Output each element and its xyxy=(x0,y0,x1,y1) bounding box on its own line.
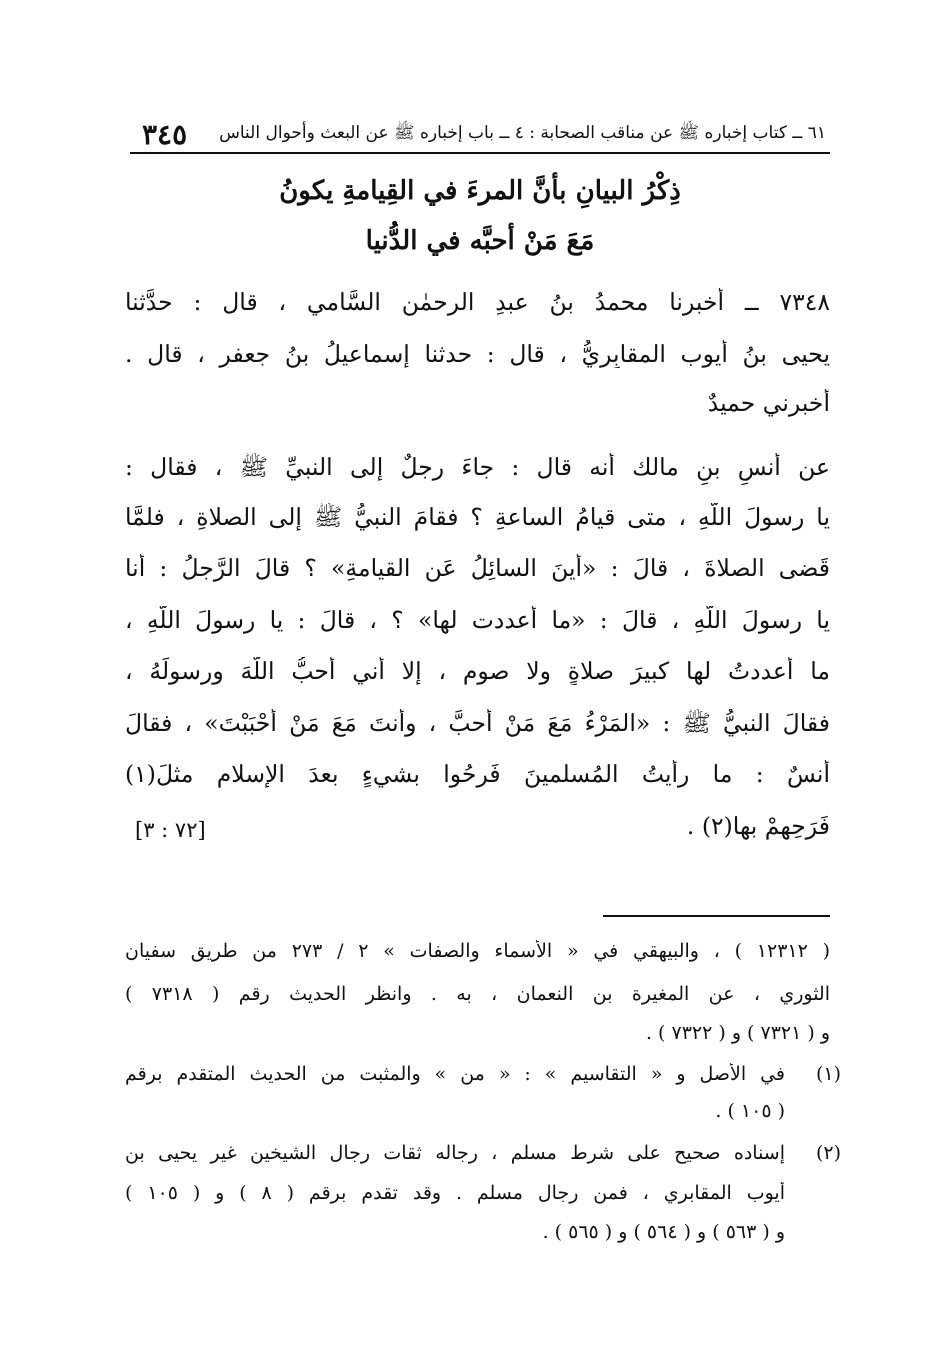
source-reference: [٧٢ : ٣] xyxy=(135,818,206,842)
hadith-text-line: يا رسولَ اللَّهِ ، قالَ : «ما أعددت لها» ؟ ، قالَ : يا رسولَ اللَّهِ ، xyxy=(125,606,830,634)
isnad-line: ٧٣٤٨ ــ أخبرنا محمدُ بنُ عبدِ الرحمٰنِ السَّامي ، قال : حدَّثنا xyxy=(125,288,830,316)
chapter-title-line-2: مَعَ مَنْ أحبَّه في الدُّنيا xyxy=(365,226,595,256)
hadith-text-line: قَضى الصلاةَ ، قالَ : «أينَ السائِلُ عَنِ القيامةِ» ؟ قالَ الرَّجلُ : أنا xyxy=(125,554,830,582)
page-header xyxy=(130,118,830,154)
page-number: ٣٤٥ xyxy=(142,118,188,151)
footnote-continued-line: ( ١٢٣١٢ ) ، والبيهقي في « الأسماء والصفات » ٢ / ٢٧٣ من طريق سفيان xyxy=(125,940,830,962)
footnote-number: (١) xyxy=(815,1063,841,1085)
footnote-line: إسناده صحيح على شرط مسلم ، رجاله ثقات رجال الشيخين غير يحيى بن xyxy=(125,1142,785,1164)
hadith-text-line: عن أنسِ بنِ مالك أنه قال : جاءَ رجلٌ إلى النبيِّ ﷺ ، فقال : xyxy=(125,453,830,481)
isnad-line: أخبرني حميدٌ xyxy=(707,389,830,417)
hadith-text-line: يا رسولَ اللَّهِ ، متى قيامُ الساعةِ ؟ فقامَ النبيُّ ﷺ إلى الصلاةِ ، فلمَّا xyxy=(125,503,830,531)
footnote-line: ( ١٠٥ ) . xyxy=(715,1100,785,1122)
chapter-title-line-1: ذِكْرُ البيانِ بأنَّ المرءَ في القِيامةِ يكونُ xyxy=(279,176,681,206)
footnote-line: أيوب المقابري ، فمن رجال مسلم . وقد تقدم برقم ( ٨ ) و ( ١٠٥ ) xyxy=(125,1182,785,1204)
footnote-continued-line: و ( ٧٣٢١ ) و ( ٧٣٢٢ ) . xyxy=(645,1022,830,1044)
footnote-separator xyxy=(603,915,830,917)
hadith-text-line: فقالَ النبيُّ ﷺ : «المَرْءُ مَعَ مَنْ أحبَّ ، وأنتَ مَعَ مَنْ أَحْبَبْتَ» ، فقالَ xyxy=(125,709,830,737)
footnote-line: في الأصل و « التقاسيم » : « من » والمثبت من الحديث المتقدم برقم xyxy=(125,1063,785,1085)
hadith-text-line: فَرَحِهِمْ بها(٢) . xyxy=(686,812,830,840)
hadith-text-line: ما أعددتُ لها كبيرَ صلاةٍ ولا صوم ، إلا أني أُحبُّ اللَّهَ ورسولَهُ ، xyxy=(125,657,830,685)
footnote-continued-line: الثوري ، عن المغيرة بن النعمان ، به . وانظر الحديث رقم ( ٧٣١٨ ) xyxy=(125,983,830,1005)
isnad-line: يحيى بنُ أيوب المقابِريُّ ، قال : حدثنا إسماعيلُ بنُ جعفرٍ ، قال . xyxy=(125,340,830,368)
footnote-number: (٢) xyxy=(815,1142,841,1164)
running-head: ٦١ ــ كتاب إخباره ﷺ عن مناقب الصحابة : ٤ ــ باب إخباره ﷺ عن البعث وأحوال الناس xyxy=(219,123,826,143)
hadith-text-line: أنسٌ : ما رأيتُ المُسلمينَ فَرِحُوا بشيءٍ بعدَ الإسلامِ مثلَ(١) xyxy=(125,760,830,788)
footnote-line: و ( ٥٦٣ ) و ( ٥٦٤ ) و ( ٥٦٥ ) . xyxy=(542,1221,785,1243)
